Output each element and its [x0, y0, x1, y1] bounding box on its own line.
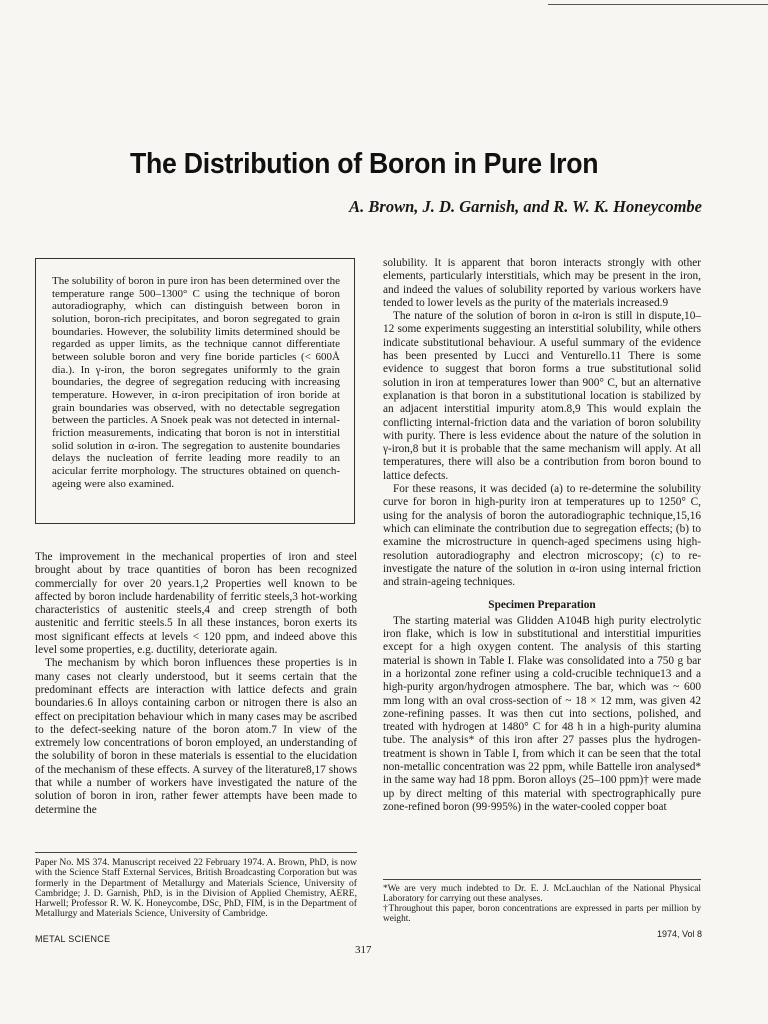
body-paragraph: The starting material was Glidden A104B high purity electrolytic iron flake, which is low in substitutional and interstitial impurities except for a high oxygen content. The analysis of this starting material is shown in Table I. Flake was consolidated into a 750 g bar in a horizontal zone refiner using a cold-crucible technique13 and a high-purity argon/hydrogen atmosphere. The bar, which was ~ 600 mm long with an oval cross-section of ~ 18 × 12 mm, was given 42 zone-refining passes. It was then cut into sections, polished, and treated with hydrogen at 1480° C for 48 h in a high-purity alumina tube. The analysis* of this iron after 27 passes plus the hydrogen-treatment is shown in Table I, from which it can be seen that the total non-metallic concentration was 22 ppm, while Battelle iron analysed* in the same way had 18 ppm. Boron alloys (25–100 ppm)† were made up by direct melting of this material with spectrographically pure zone-refined boron (99·995%) in the water-cooled copper boat	[383, 614, 701, 813]
abstract-text: The solubility of boron in pure iron has been determined over the temperature range 500–1300° C using the technique of boron autoradiography, which can distinguish between boron in solution, boron-rich precipitates, and boron segregated to grain boundaries. However, the solubility limits determined should be regarded as upper limits, as the technique cannot differentiate between soluble boron and very fine boride particles (< 600Å dia.). In γ-iron, the boron segregates uniformly to the grain boundaries, the degree of segregation reducing with increasing temperature. However, in α-iron precipitation of iron boride at grain boundaries was observed, with no detectable segregation between the particles. A Snoek peak was not detected in internal-friction measurements, indicating that boron is not in interstitial solid solution in α-iron. The segregation to austenite boundaries delays the nucleation of ferrite leading more readily to an acicular ferrite morphology. The structures obtained on quench-ageing were also examined.	[52, 275, 340, 490]
body-paragraph: solubility. It is apparent that boron interacts strongly with other elements, particularly interstitials, which may be present in the iron, and indeed the values of solubility reported by various workers have tended to lower levels as the purity of the materials increased.9	[383, 257, 701, 309]
body-paragraph: The nature of the solution of boron in α-iron is still in dispute,10–12 some experiments suggesting an interstitial solubility, while others indicate substitutional behaviour. A useful summary of the evidence has been presented by Lucci and Venturello.11 There is some evidence to suggest that boron forms a true substitutional solid solution in iron at temperatures lower than 900° C, but an alternative explanation is that boron in a substitutional location is stabilized by an adjacent interstitial impurity atom.8,9 This would explain the conflicting internal-friction data and the variation of boron solubility with purity. There is less evidence about the nature of the solution in γ-iron,8 but it is probable that the same mechanism will apply. At all temperatures, there will also be a contribution from boron bound to lattice defects.	[383, 310, 701, 482]
volume-info: 1974, Vol 8	[656, 929, 702, 939]
abstract-box	[35, 258, 355, 524]
body-paragraph: The improvement in the mechanical properties of iron and steel brought about by trace quantities of boron has been recognized commercially for over 20 years.1,2 Properties well known to be affected by boron include hardenability of ferritic steels,3 hot-working characteristics of austenitic steels,4 and creep strength of both austenitic and ferritic steels.5 In all these instances, boron exerts its most significant effects at levels < 120 ppm, and indeed above this level some properties, e.g. ductility, deteriorate again.	[35, 551, 357, 657]
paper-title: The Distribution of Boron in Pure Iron	[130, 148, 599, 180]
footnote-divider	[35, 852, 357, 853]
footnotes	[383, 884, 701, 924]
top-rule	[548, 4, 768, 5]
body-paragraph: For these reasons, it was decided (a) to re-determine the solubility curve for boron in high-purity iron at temperatures up to 1250° C, using for the analysis of boron the autoradiographic technique,15,16 which can eliminate the contribution due to segregation effects; (b) to examine the microstructure in quench-aged specimens using high-resolution autoradiography and electron microscopy; (c) to re-investigate the nature of the solution in α-iron using internal friction and strain-ageing techniques.	[383, 483, 701, 589]
author-affiliation-footnote: Paper No. MS 374. Manuscript received 22 February 1974. A. Brown, PhD, is now with the Science Staff External Services, British Broadcasting Corporation but was formerly in the Department of Metallurgy and Materials Science, University of Cambridge; J. D. Garnish, PhD, is in the Division of Applied Chemistry, AERE, Harwell; Professor R. W. K. Honeycombe, DSc, PhD, FIM, is in the Department of Metallurgy and Materials Science, University of Cambridge.	[35, 857, 357, 920]
footnote: *We are very much indebted to Dr. E. J. McLauchlan of the National Physical Laboratory for carrying out these analyses.	[383, 884, 701, 904]
footnote: †Throughout this paper, boron concentrations are expressed in parts per million by weight.	[383, 904, 701, 924]
right-column	[383, 257, 701, 814]
left-column	[35, 551, 357, 817]
journal-name: METAL SCIENCE	[35, 934, 111, 944]
page-number: 317	[355, 944, 372, 956]
author-list: A. Brown, J. D. Garnish, and R. W. K. Honeycombe	[349, 197, 702, 216]
section-heading: Specimen Preparation	[488, 599, 596, 612]
body-paragraph: The mechanism by which boron influences these properties is in many cases not clearly understood, but it seems certain that the predominant effects are interaction with lattice defects and grain boundaries.6 In alloys containing carbon or nitrogen there is also an effect on precipitation behaviour which in many cases may be ascribed to the defect-seeking nature of the boron atom.7 In view of the extremely low concentrations of boron employed, an understanding of the solubility of boron in these materials is essential to the elucidation of the mechanism of these effects. A survey of the literature8,17 shows that while a number of workers have investigated the nature of the solution of boron in iron, rather fewer attempts have been made to determine the	[35, 657, 357, 816]
footnote-divider	[383, 879, 701, 880]
